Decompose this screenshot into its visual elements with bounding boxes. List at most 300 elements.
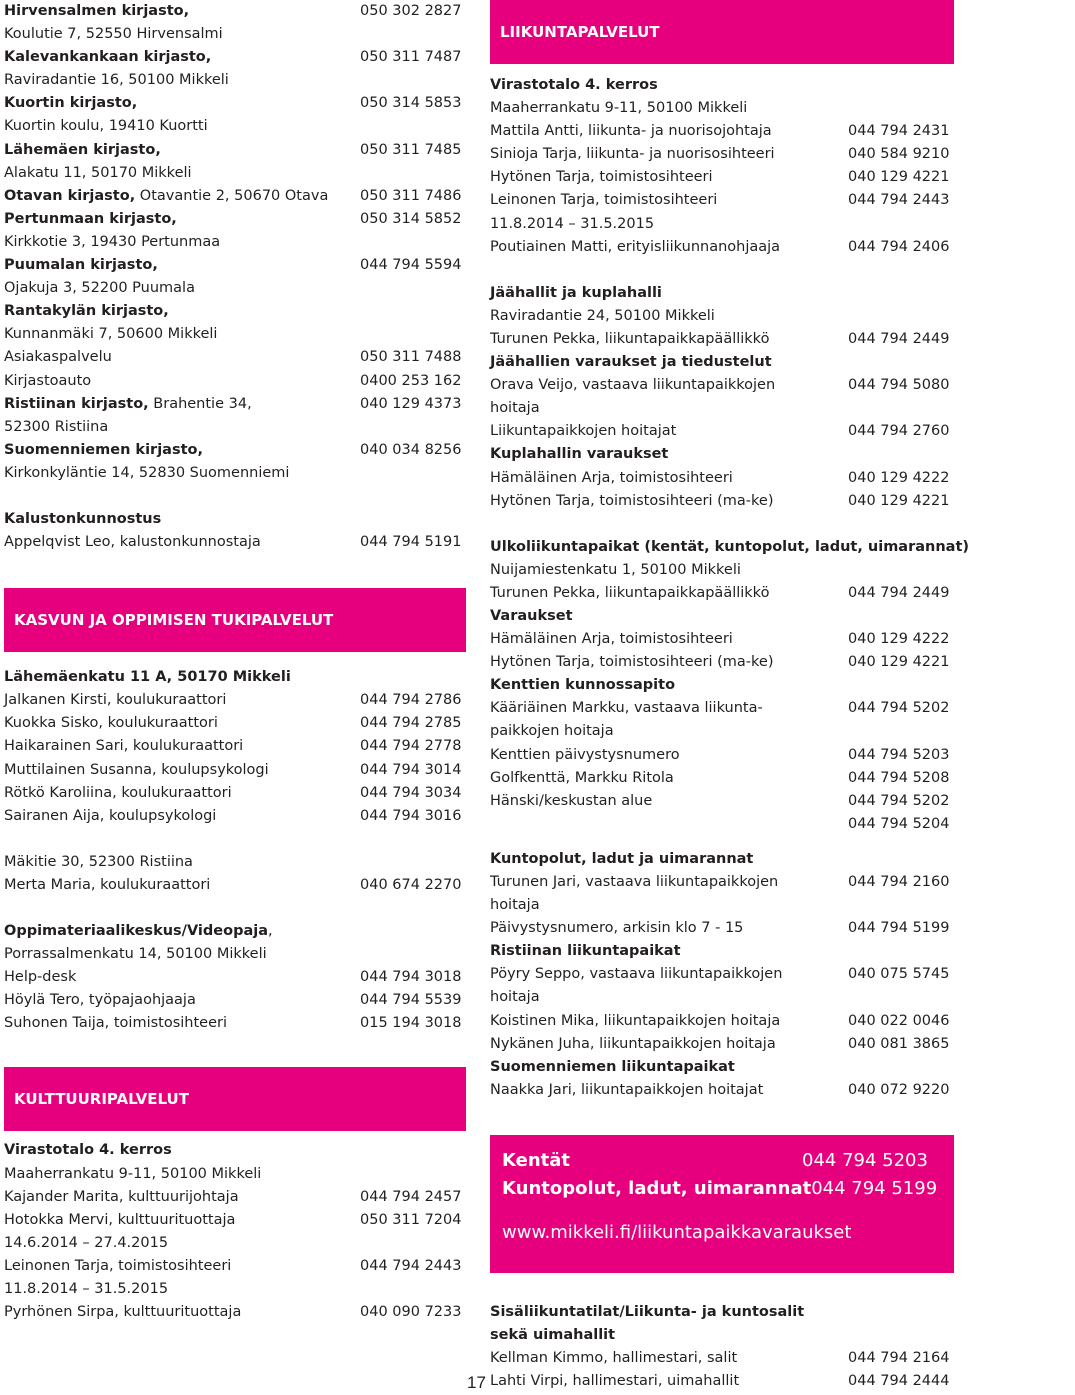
kasvu-header [4, 588, 466, 652]
contact-row [490, 305, 954, 328]
phone-number: 040 129 4222 [848, 469, 950, 486]
phone-number: 044 794 5539 [360, 992, 462, 1009]
contact-label: Turunen Pekka, liikuntapaikkapäällikkö [490, 330, 770, 347]
phone-number: 044 794 3018 [360, 969, 462, 986]
contact-row [4, 1278, 466, 1301]
contact-row [490, 1079, 954, 1102]
phone-number [848, 1301, 954, 1324]
page-number: 17 [467, 1373, 486, 1392]
phone-number: 040 072 9220 [848, 1081, 950, 1098]
contact-label: Alakatu 11, 50170 Mikkeli [4, 164, 192, 181]
contact-row [490, 536, 970, 559]
phone-number [360, 115, 466, 138]
contact-row [490, 940, 954, 963]
contact-row [490, 143, 954, 166]
phone-number [360, 323, 466, 346]
phone-number: 050 311 7204 [360, 1211, 462, 1228]
contact-row [4, 989, 466, 1012]
phone-number: 044 794 2406 [848, 238, 950, 255]
contact-row [4, 208, 466, 231]
contact-label: Nuijamiestenkatu 1, 50100 Mikkeli [490, 561, 741, 578]
contact-row [4, 805, 466, 828]
phone-number: 050 311 7487 [360, 49, 462, 66]
phone-number: 044 794 5208 [848, 769, 950, 786]
contact-label: Porrassalmenkatu 14, 50100 Mikkeli [4, 946, 267, 963]
contact-row [502, 1175, 942, 1203]
contact-row [4, 666, 466, 689]
phone-number [360, 943, 466, 966]
phone-number [360, 1278, 466, 1301]
contact-row [4, 162, 466, 185]
liikunta-header-title: LIIKUNTAPALVELUT [500, 23, 660, 41]
phone-number: 044 794 2457 [360, 1188, 462, 1205]
contact-row [4, 1209, 466, 1232]
phone-number: 044 794 5191 [360, 534, 462, 551]
sisa-section [490, 1301, 954, 1393]
contact-row [4, 231, 466, 254]
phone-number [848, 940, 954, 963]
phone-number: 044 794 5080 [848, 377, 950, 394]
contact-row [4, 1232, 466, 1255]
contact-label: Maaherrankatu 9-11, 50100 Mikkeli [4, 1165, 262, 1182]
phone-number [360, 416, 466, 439]
phone-number [848, 443, 954, 466]
contact-row [4, 1163, 466, 1186]
contact-row [490, 1347, 954, 1370]
phone-number [360, 1139, 466, 1162]
contact-row [490, 120, 954, 143]
contact-label [490, 813, 848, 836]
phone-number: 040 090 7233 [360, 1304, 462, 1321]
contact-label: Leinonen Tarja, toimistosihteeri [490, 192, 718, 209]
phone-number: 040 129 4221 [848, 169, 950, 186]
contact-row [490, 720, 954, 743]
contact-row [4, 346, 466, 369]
contact-label: Maaherrankatu 9-11, 50100 Mikkeli [490, 100, 748, 117]
contact-label: hoitaja [490, 897, 540, 914]
contact-row [4, 851, 466, 874]
phone-number: 044 794 3016 [360, 807, 462, 824]
contact-row [4, 920, 466, 943]
phone-number [848, 559, 954, 582]
phone-number: 044 794 3014 [360, 761, 462, 778]
kasvu-header-title: KASVUN JA OPPIMISEN TUKIPALVELUT [14, 611, 334, 630]
contact-label-bold: Oppimateriaalikeskus/Videopaja [4, 923, 268, 939]
phone-number: 040 022 0046 [848, 1012, 950, 1029]
contact-label: Orava Veijo, vastaava liikuntapaikkojen [490, 377, 776, 394]
phone-number: 044 794 5204 [848, 815, 950, 832]
virasto-section [490, 74, 954, 259]
contact-label: Jäähallien varaukset ja tiedustelut [490, 354, 772, 371]
contact-row [490, 189, 954, 212]
phone-number [360, 277, 466, 300]
contact-row [4, 370, 466, 393]
contact-label: Sinioja Tarja, liikunta- ja nuorisosihteeri [490, 146, 775, 163]
kuntopolut-section [490, 848, 954, 1102]
phone-number [360, 666, 466, 689]
contact-row [4, 759, 466, 782]
contact-label [4, 393, 360, 416]
contact-row [502, 1147, 942, 1175]
contact-row [490, 582, 954, 605]
liikunta-header [490, 0, 954, 64]
phone-number: 044 794 2443 [848, 192, 950, 209]
contact-label: Naakka Jari, liikuntapaikkojen hoitajat [490, 1081, 764, 1098]
contact-label: Haikarainen Sari, koulukuraattori [4, 738, 244, 755]
contact-label: Kalustonkunnostus [4, 510, 162, 527]
kasvu-section-3 [4, 920, 466, 1035]
phone-number: 040 674 2270 [360, 876, 462, 893]
phone-number [848, 605, 954, 628]
reservations-url[interactable]: www.mikkeli.fi/liikuntapaikkavaraukset [502, 1221, 852, 1243]
phone-number: 044 794 3034 [360, 784, 462, 801]
right-column [490, 0, 970, 1393]
contact-label: Pöyry Seppo, vastaava liikuntapaikkojen [490, 966, 783, 983]
contact-label: Suhonen Taija, toimistosihteeri [4, 1015, 228, 1032]
contact-label: Ristiinan liikuntapaikat [490, 943, 681, 960]
contact-row [4, 185, 466, 208]
contact-label: Asiakaspalvelu [4, 349, 112, 366]
contact-label-rest: , [268, 923, 273, 939]
reservations-box-rows [502, 1147, 942, 1203]
contact-label: Virastotalo 4. kerros [4, 1142, 172, 1159]
contact-row [490, 1324, 954, 1347]
phone-number: 044 794 2786 [360, 692, 462, 709]
contact-row [490, 397, 954, 420]
contact-row [490, 443, 954, 466]
phone-number: 0400 253 162 [360, 372, 462, 389]
contact-label: Suomenniemen liikuntapaikat [490, 1058, 735, 1075]
contact-label: Kunnanmäki 7, 50600 Mikkeli [4, 326, 218, 343]
phone-number: 044 794 2160 [848, 874, 950, 890]
phone-number: 050 311 7486 [360, 187, 462, 204]
phone-number [360, 508, 466, 531]
contact-label: Turunen Pekka, liikuntapaikkapäällikkö [490, 584, 770, 601]
kasvu-section-2 [4, 851, 466, 897]
contact-label: Kirjastoauto [4, 372, 92, 389]
contact-label: Kenttien kunnossapito [490, 677, 676, 694]
contact-label: 14.6.2014 – 27.4.2015 [4, 1234, 169, 1251]
contact-label: Kajander Marita, kulttuurijohtaja [4, 1188, 239, 1205]
contact-label: Hämäläinen Arja, toimistosihteeri [490, 469, 733, 486]
contact-row [4, 393, 466, 416]
contact-row [490, 767, 954, 790]
phone-number: 050 302 2827 [360, 3, 462, 19]
contact-label: Koulutie 7, 52550 Hirvensalmi [4, 26, 223, 43]
furniture-section [4, 508, 466, 554]
contact-label: Kuntopolut, ladut ja uimarannat [490, 850, 754, 867]
contact-row [4, 1012, 466, 1035]
contact-row [4, 1255, 466, 1278]
contact-row [490, 559, 954, 582]
phone-number [848, 351, 954, 374]
contact-label-rest: Brahentie 34, [148, 395, 252, 412]
phone-number: 044 794 5202 [848, 792, 950, 809]
contact-label: Turunen Jari, vastaava liikuntapaikkojen [490, 874, 779, 890]
contact-label: Hytönen Tarja, toimistosihteeri (ma-ke) [490, 654, 774, 671]
phone-number: 044 794 5594 [360, 257, 462, 274]
contact-label: hoitaja [490, 400, 540, 417]
contact-label: Rantakylän kirjasto, [4, 303, 169, 320]
phone-number [848, 74, 954, 97]
contact-row [490, 674, 954, 697]
phone-number [360, 69, 466, 92]
contact-row [4, 277, 466, 300]
contact-label: Kentät [502, 1149, 571, 1171]
contact-row [490, 605, 954, 628]
phone-number: 040 129 4221 [848, 492, 950, 509]
contact-row [490, 813, 954, 836]
contact-row [4, 966, 466, 989]
phone-number: 044 794 2449 [848, 584, 950, 601]
ulko-section [490, 536, 970, 836]
contact-row [4, 712, 466, 735]
contact-row [490, 697, 954, 720]
contact-row [4, 439, 466, 462]
contact-label: paikkojen hoitaja [490, 723, 614, 740]
contact-row [490, 790, 954, 813]
contact-row [4, 1139, 466, 1162]
contact-row [490, 328, 954, 351]
contact-label: Mattila Antti, liikunta- ja nuorisojohtaja [490, 123, 772, 140]
kulttuuri-header-title: KULTTUURIPALVELUT [14, 1090, 189, 1109]
contact-row [4, 254, 466, 277]
contact-label: Lahti Virpi, hallimestari, uimahallit [490, 1373, 740, 1390]
phone-number [360, 23, 466, 46]
contact-label: Jalkanen Kirsti, koulukuraattori [4, 692, 227, 709]
phone-number: 050 314 5852 [360, 210, 462, 227]
contact-label: Kuortin koulu, 19410 Kuortti [4, 118, 208, 135]
contact-label: Leinonen Tarja, toimistosihteeri [4, 1257, 232, 1274]
contact-label: Hotokka Mervi, kulttuurituottaja [4, 1211, 236, 1228]
phone-number [848, 282, 954, 305]
contact-row [4, 69, 466, 92]
contact-row [490, 628, 954, 651]
contact-label: Sairanen Aija, koulupsykologi [4, 807, 217, 824]
phone-number [848, 848, 954, 871]
contact-row [490, 894, 954, 917]
phone-number: 044 794 2760 [848, 423, 950, 440]
contact-label: Puumalan kirjasto, [4, 257, 158, 274]
contact-label: Muttilainen Susanna, koulupsykologi [4, 761, 269, 778]
contact-label: Merta Maria, koulukuraattori [4, 876, 211, 893]
phone-number [848, 1056, 954, 1079]
contact-row [4, 139, 466, 162]
phone-number [360, 462, 466, 485]
reservations-box [490, 1135, 954, 1273]
phone-number: 044 794 5202 [848, 700, 950, 717]
contact-label: Help-desk [4, 969, 77, 986]
phone-number: 040 129 4222 [848, 631, 950, 648]
contact-label: Virastotalo 4. kerros [490, 77, 658, 93]
contact-label: Koistinen Mika, liikuntapaikkojen hoitaja [490, 1012, 781, 1029]
phone-number: 040 129 4373 [360, 395, 462, 412]
contact-row [490, 236, 954, 259]
left-column [4, 0, 466, 1324]
phone-number: 044 794 2449 [848, 330, 950, 347]
contact-label: Kuplahallin varaukset [490, 446, 669, 463]
phone-number: 050 311 7485 [360, 141, 462, 158]
contact-row [4, 782, 466, 805]
contact-row [490, 374, 954, 397]
contact-row [4, 115, 466, 138]
contact-label: Appelqvist Leo, kalustonkunnostaja [4, 534, 261, 551]
contact-row [490, 490, 954, 513]
phone-number [360, 920, 466, 943]
contact-row [4, 462, 466, 485]
contact-label: Kirkonkyläntie 14, 52830 Suomenniemi [4, 464, 290, 481]
contact-row [490, 1370, 954, 1393]
contact-label: Poutiainen Matti, erityisliikunnanohjaaja [490, 238, 781, 255]
contact-row [4, 23, 466, 46]
contact-row [490, 420, 954, 443]
contact-label: Kääriäinen Markku, vastaava liikunta- [490, 700, 763, 717]
contact-row [4, 323, 466, 346]
contact-label [4, 185, 360, 208]
contact-label: Sisäliikuntatilat/Liikunta- ja kuntosalit [490, 1303, 805, 1320]
contact-row [4, 531, 466, 554]
contact-row [490, 986, 954, 1009]
phone-number: 050 311 7488 [360, 349, 462, 366]
phone-number [360, 162, 466, 185]
contact-label: Raviradantie 24, 50100 Mikkeli [490, 307, 715, 324]
contact-label: 11.8.2014 – 31.5.2015 [4, 1281, 169, 1298]
phone-number: 040 584 9210 [848, 146, 950, 163]
contact-label: Mäkitie 30, 52300 Ristiina [4, 853, 193, 870]
phone-number [848, 986, 954, 1009]
contact-label: Hirvensalmen kirjasto, [4, 3, 190, 19]
contact-row [490, 744, 954, 767]
contact-label-bold: Otavan kirjasto, [4, 187, 136, 204]
phone-number [848, 213, 954, 236]
phone-number: 040 081 3865 [848, 1035, 950, 1052]
phone-number: 044 794 5199 [811, 1177, 938, 1199]
kulttuuri-header [4, 1067, 466, 1131]
contact-label: Kuokka Sisko, koulukuraattori [4, 715, 218, 732]
contact-label: sekä uimahallit [490, 1327, 616, 1344]
contact-row [4, 46, 466, 69]
contact-label: Rötkö Karoliina, koulukuraattori [4, 784, 232, 801]
phone-number: 044 794 5203 [802, 1149, 928, 1171]
contact-row [490, 213, 954, 236]
contact-label: Höylä Tero, työpajaohjaaja [4, 992, 196, 1009]
contact-row [490, 848, 954, 871]
contact-label: Hytönen Tarja, toimistosihteeri [490, 169, 713, 186]
contact-row [490, 1010, 954, 1033]
phone-number: 040 034 8256 [360, 441, 462, 458]
contact-label: Hänski/keskustan alue [490, 792, 653, 809]
contact-row [490, 166, 954, 189]
contact-row [4, 1186, 466, 1209]
kulttuuri-section [4, 1139, 466, 1324]
contact-row [4, 1301, 466, 1324]
phone-number: 044 794 2164 [848, 1350, 950, 1367]
contact-label: Varaukset [490, 607, 573, 624]
contact-row [490, 1056, 954, 1079]
contact-row [490, 1301, 954, 1324]
contact-label: Kalevankankaan kirjasto, [4, 49, 212, 66]
contact-row [4, 508, 466, 531]
contact-row [4, 874, 466, 897]
contact-row [490, 351, 954, 374]
phone-number: 044 794 5203 [848, 746, 950, 763]
contact-label [4, 920, 360, 943]
contact-label: Ojakuja 3, 52200 Puumala [4, 280, 195, 297]
phone-number [360, 231, 466, 254]
contact-row [490, 467, 954, 490]
phone-number [848, 720, 954, 743]
contact-row [490, 917, 954, 940]
phone-number [848, 894, 954, 917]
contact-label: Jäähallit ja kuplahalli [490, 284, 662, 301]
phone-number: 050 314 5853 [360, 95, 462, 112]
phone-number: 044 794 2443 [360, 1257, 462, 1274]
phone-number [848, 1324, 954, 1347]
contact-label: Hämäläinen Arja, toimistosihteeri [490, 631, 733, 648]
contact-row [4, 416, 466, 439]
phone-number [848, 397, 954, 420]
contact-label: Kuntopolut, ladut, uimarannat [502, 1177, 812, 1199]
contact-label: Pertunmaan kirjasto, [4, 210, 177, 227]
contact-row [4, 735, 466, 758]
contact-label: Kellman Kimmo, hallimestari, salit [490, 1350, 738, 1367]
contact-row [490, 74, 954, 97]
contact-row [4, 0, 466, 23]
contact-label: Nykänen Juha, liikuntapaikkojen hoitaja [490, 1035, 776, 1052]
contact-label: Kirkkotie 3, 19430 Pertunmaa [4, 233, 221, 250]
contact-label: Ulkoliikuntapaikat (kentät, kuntopolut, ladut, uimarannat) [490, 538, 970, 555]
contact-label-bold: Ristiinan kirjasto, [4, 395, 149, 412]
contact-label: Liikuntapaikkojen hoitajat [490, 423, 677, 440]
phone-number [969, 536, 1075, 559]
contact-label: Raviradantie 16, 50100 Mikkeli [4, 72, 229, 89]
phone-number [360, 1163, 466, 1186]
contact-row [490, 651, 954, 674]
contact-label: Kuortin kirjasto, [4, 95, 138, 112]
phone-number [848, 305, 954, 328]
phone-number [360, 851, 466, 874]
contact-row [490, 282, 954, 305]
phone-number [848, 97, 954, 120]
phone-number: 015 194 3018 [360, 1015, 462, 1032]
contact-label: 52300 Ristiina [4, 418, 109, 435]
phone-number [360, 300, 466, 323]
contact-row [490, 1033, 954, 1056]
contact-row [4, 689, 466, 712]
contact-label: Golfkenttä, Markku Ritola [490, 769, 674, 786]
contact-row [490, 871, 954, 894]
contact-row [4, 92, 466, 115]
contact-label: hoitaja [490, 989, 540, 1006]
jaahallit-section [490, 282, 954, 513]
contact-label: Pyrhönen Sirpa, kulttuurituottaja [4, 1304, 242, 1321]
phone-number: 040 129 4221 [848, 654, 950, 671]
contact-label: Lähemäenkatu 11 A, 50170 Mikkeli [4, 669, 291, 686]
phone-number [848, 674, 954, 697]
contact-row [4, 300, 466, 323]
phone-number: 044 794 2444 [848, 1373, 950, 1390]
phone-number: 040 075 5745 [848, 966, 950, 983]
kasvu-section-1 [4, 666, 466, 828]
contact-row [490, 963, 954, 986]
libraries-list [4, 0, 466, 485]
phone-number: 044 794 5199 [848, 920, 950, 937]
contact-label: Suomenniemen kirjasto, [4, 441, 203, 458]
phone-number: 044 794 2431 [848, 123, 950, 140]
contact-label: Kenttien päivystysnumero [490, 746, 680, 763]
phone-number: 044 794 2778 [360, 738, 462, 755]
contact-label-rest: Otavantie 2, 50670 Otava [135, 187, 329, 204]
